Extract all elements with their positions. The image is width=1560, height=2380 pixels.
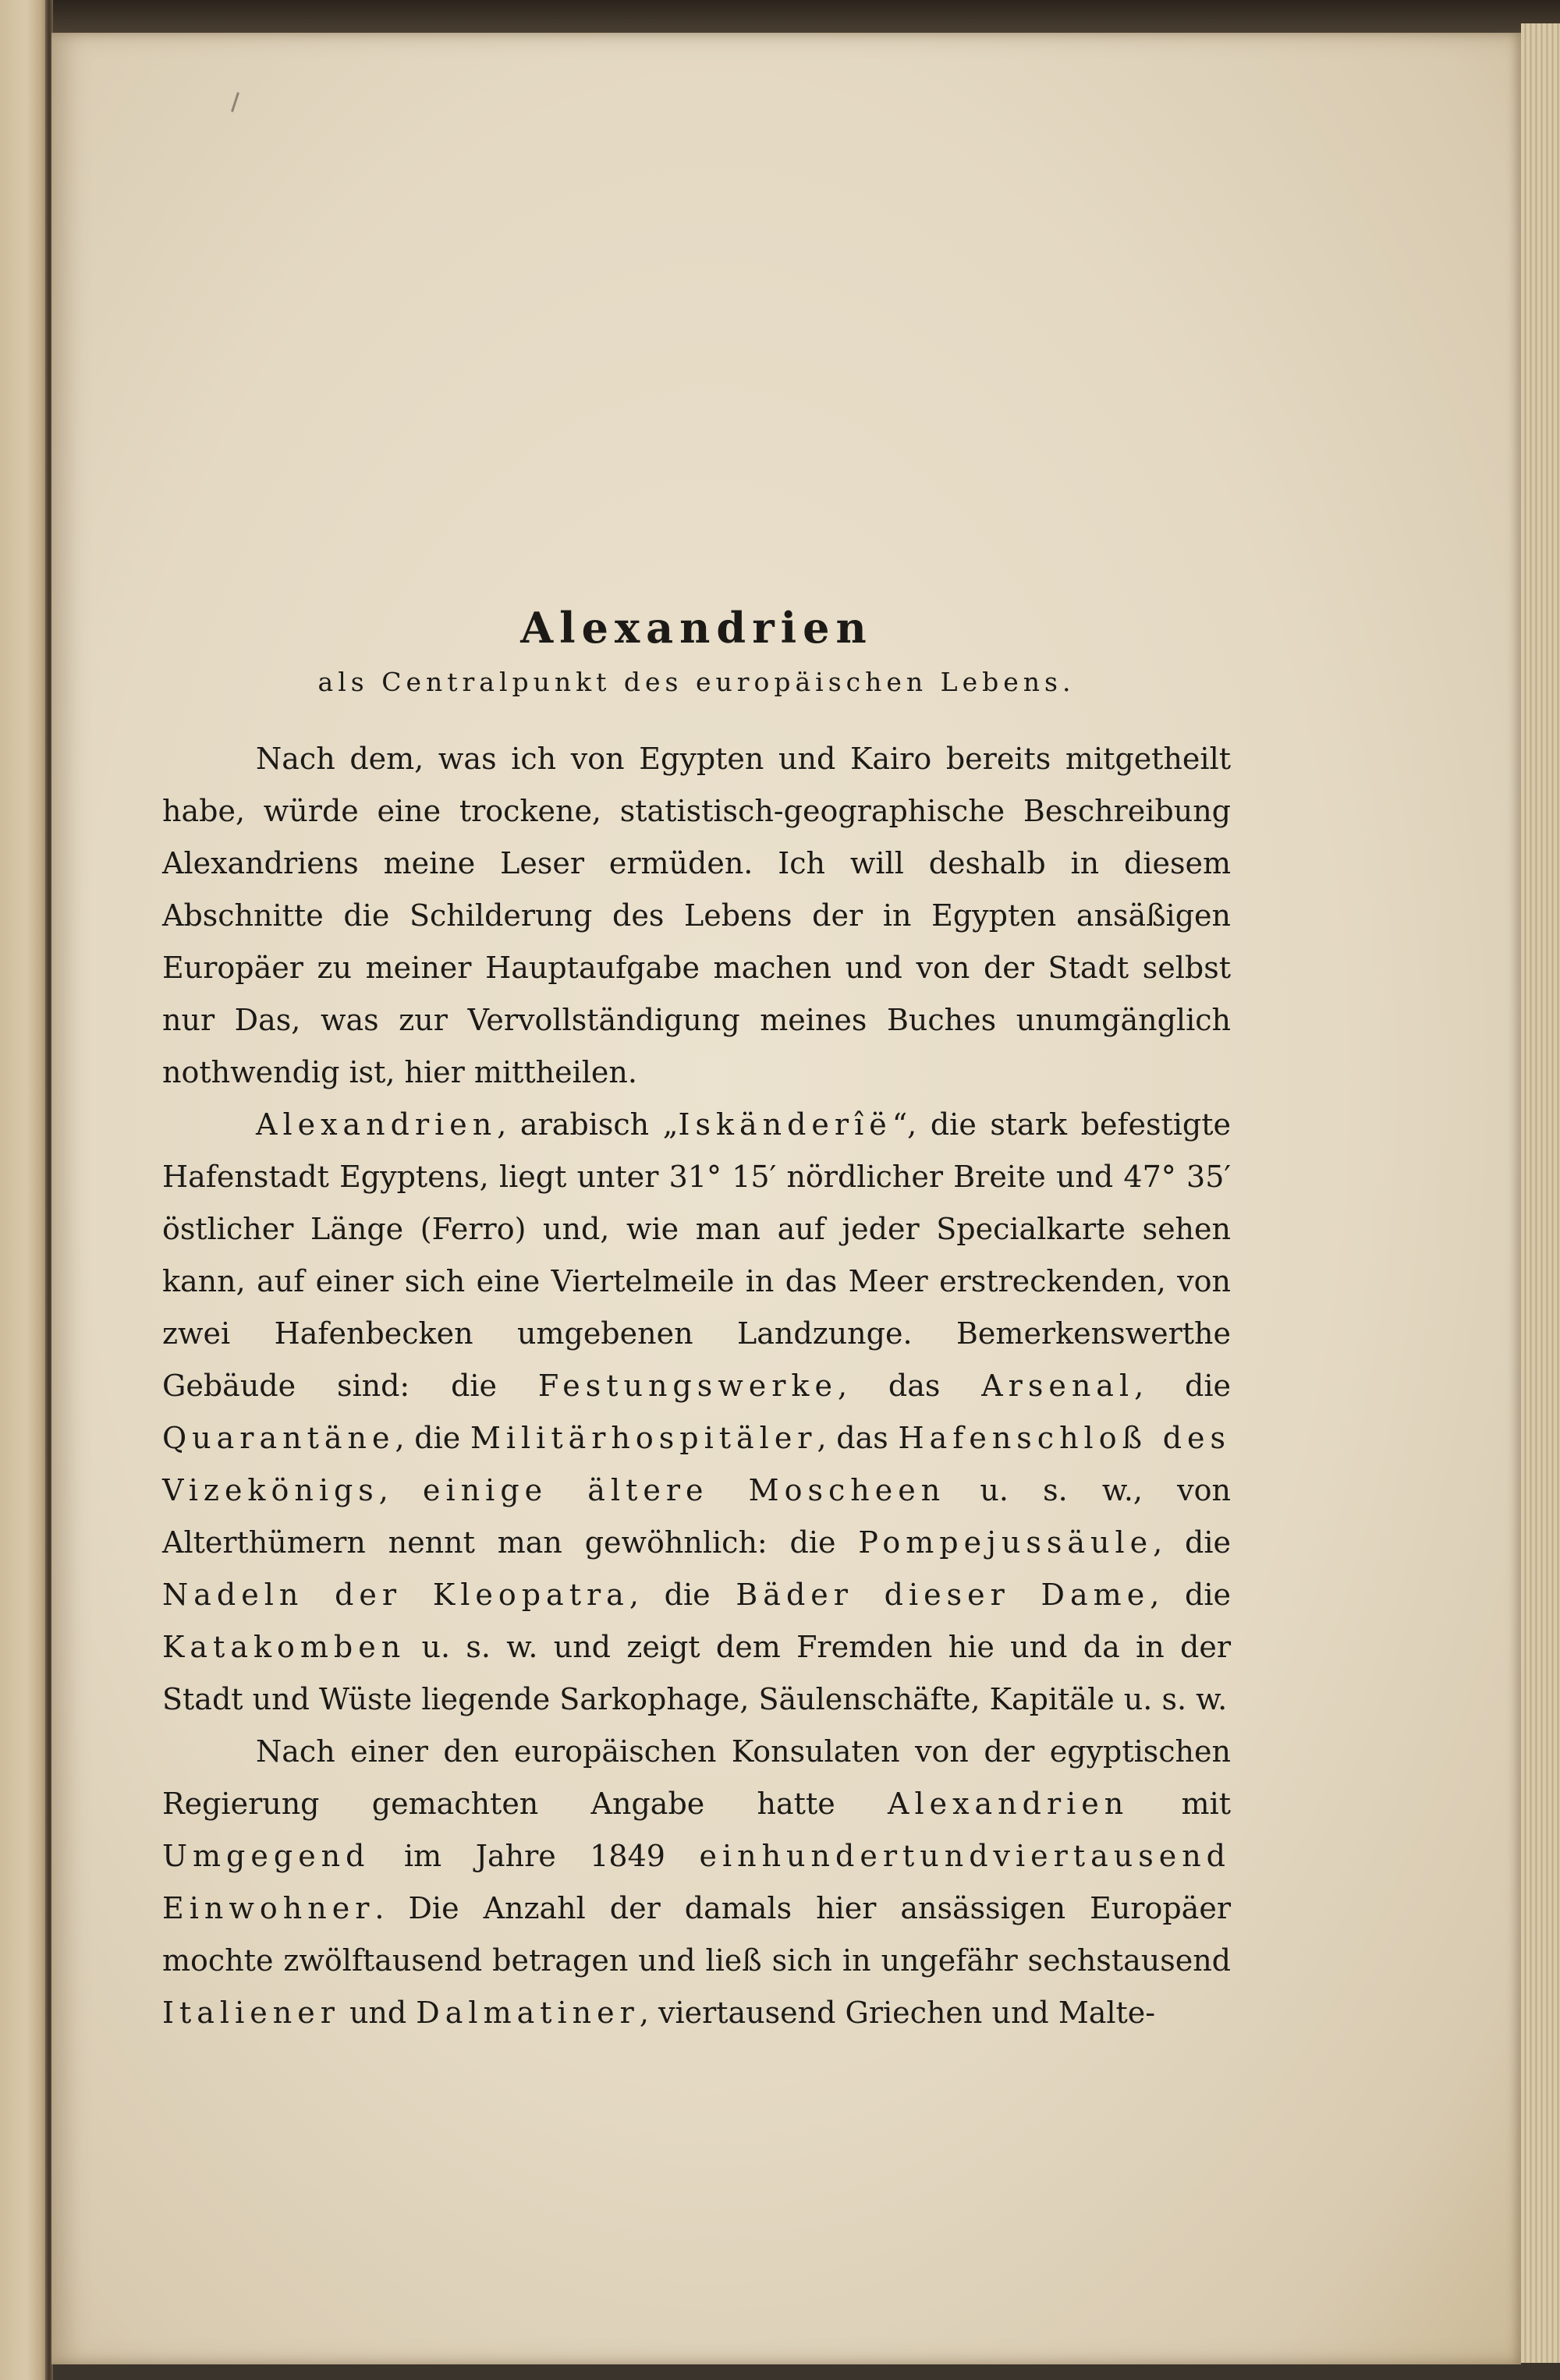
text-run: u. s. w. und zeigt dem Fremden hie und da in der Stadt und Wüste liegende Sarkophage, Säulenschäfte, Kapitäle u. s. w. bbox=[162, 1630, 1231, 1716]
spaced-text: Katakomben bbox=[162, 1630, 406, 1664]
spaced-text: Dalmatiner bbox=[416, 1996, 640, 2030]
text-run: . Die Anzahl der damals hier ansässigen Europäer mochte zwölftausend betragen und ließ sich in ungefähr sechstausend bbox=[162, 1891, 1231, 1978]
spaced-text: Nadeln der Kleopatra bbox=[162, 1578, 629, 1612]
chapter-title: Alexandrien bbox=[520, 603, 873, 653]
spaced-text: Arsenal bbox=[981, 1369, 1135, 1403]
text-run: Nach dem, was ich von Egypten und Kairo bereits mitgetheilt habe, würde eine trockene, statistisch-geographische Beschreibung Alexandriens meine Leser ermüden. Ich will deshalb in diesem Abschnitte die Schilderung des Lebens der in Egypten ansäßigen Europäer zu meiner Hauptaufgabe machen und von der Stadt selbst nur Das, was zur Vervollständigung meines Buches unumgänglich nothwendig ist, hier mittheilen. bbox=[162, 742, 1231, 1089]
text-run: mit bbox=[1129, 1787, 1231, 1821]
text-run: , die bbox=[1134, 1369, 1232, 1403]
text-run: , das bbox=[817, 1421, 899, 1455]
text-block bbox=[162, 600, 1231, 2039]
top-shadow bbox=[51, 0, 1560, 33]
spaced-text: einhundertundviertausend Einwohner bbox=[162, 1839, 1231, 1925]
text-run: Nach einer den europäischen Konsulaten von der egyptischen Regierung gemachten Angabe hatte bbox=[162, 1734, 1231, 1821]
spaced-text: Quarantäne bbox=[162, 1421, 395, 1455]
spaced-text: Festungswerke bbox=[537, 1369, 838, 1403]
spaced-text: Italiener bbox=[162, 1996, 340, 2030]
body-text bbox=[162, 733, 1231, 2039]
paragraph bbox=[162, 733, 1231, 1099]
text-run: “, die stark befestigte Hafenstadt Egyptens, liegt unter 31° 15′ nördlicher Breite und 47° 35′ östlicher Länge (Ferro) und, wie man auf jeder Specialkarte sehen kann, auf einer sich eine Viertelmeile in das Meer erstreckenden, von zwei Hafenbecken umgebenen Landzunge. Bemerkenswerthe Gebäude sind: die bbox=[162, 1107, 1232, 1403]
spaced-text: Pompejussäule bbox=[858, 1525, 1154, 1560]
spaced-text: Iskänderîë bbox=[678, 1107, 892, 1142]
text-run: im Jahre 1849 bbox=[370, 1839, 700, 1873]
text-run: , die bbox=[395, 1421, 470, 1455]
text-run: , die bbox=[629, 1578, 736, 1612]
spaced-text: Bäder dieser Dame bbox=[736, 1578, 1150, 1612]
spaced-text: Umgegend bbox=[162, 1839, 370, 1873]
text-run: u. s. w., von Alterthümern nennt man gewöhnlich: die bbox=[162, 1473, 1231, 1560]
text-run: , die bbox=[1153, 1525, 1231, 1560]
text-run: , viertausend Griechen und Malte- bbox=[639, 1996, 1156, 2030]
spaced-text: Alexandrien bbox=[256, 1107, 498, 1142]
text-run: , das bbox=[837, 1369, 982, 1403]
spaced-text: einige ältere Moscheen bbox=[423, 1473, 946, 1507]
text-run: , bbox=[378, 1473, 424, 1507]
spaced-text: Hafenschloß des Vizekönigs bbox=[162, 1421, 1232, 1507]
paragraph bbox=[162, 1099, 1231, 1726]
text-run: , arabisch „ bbox=[497, 1107, 679, 1142]
left-page-edge bbox=[0, 0, 48, 2380]
page-stack-edge bbox=[1521, 23, 1560, 2363]
text-run: und bbox=[339, 1996, 417, 2030]
paragraph bbox=[162, 1726, 1231, 2039]
chapter-subtitle: als Centralpunkt des europäischen Lebens. bbox=[317, 667, 1076, 697]
spaced-text: Alexandrien bbox=[888, 1787, 1129, 1821]
text-run: , die bbox=[1150, 1578, 1231, 1612]
spaced-text: Militärhospitäler bbox=[470, 1421, 817, 1455]
